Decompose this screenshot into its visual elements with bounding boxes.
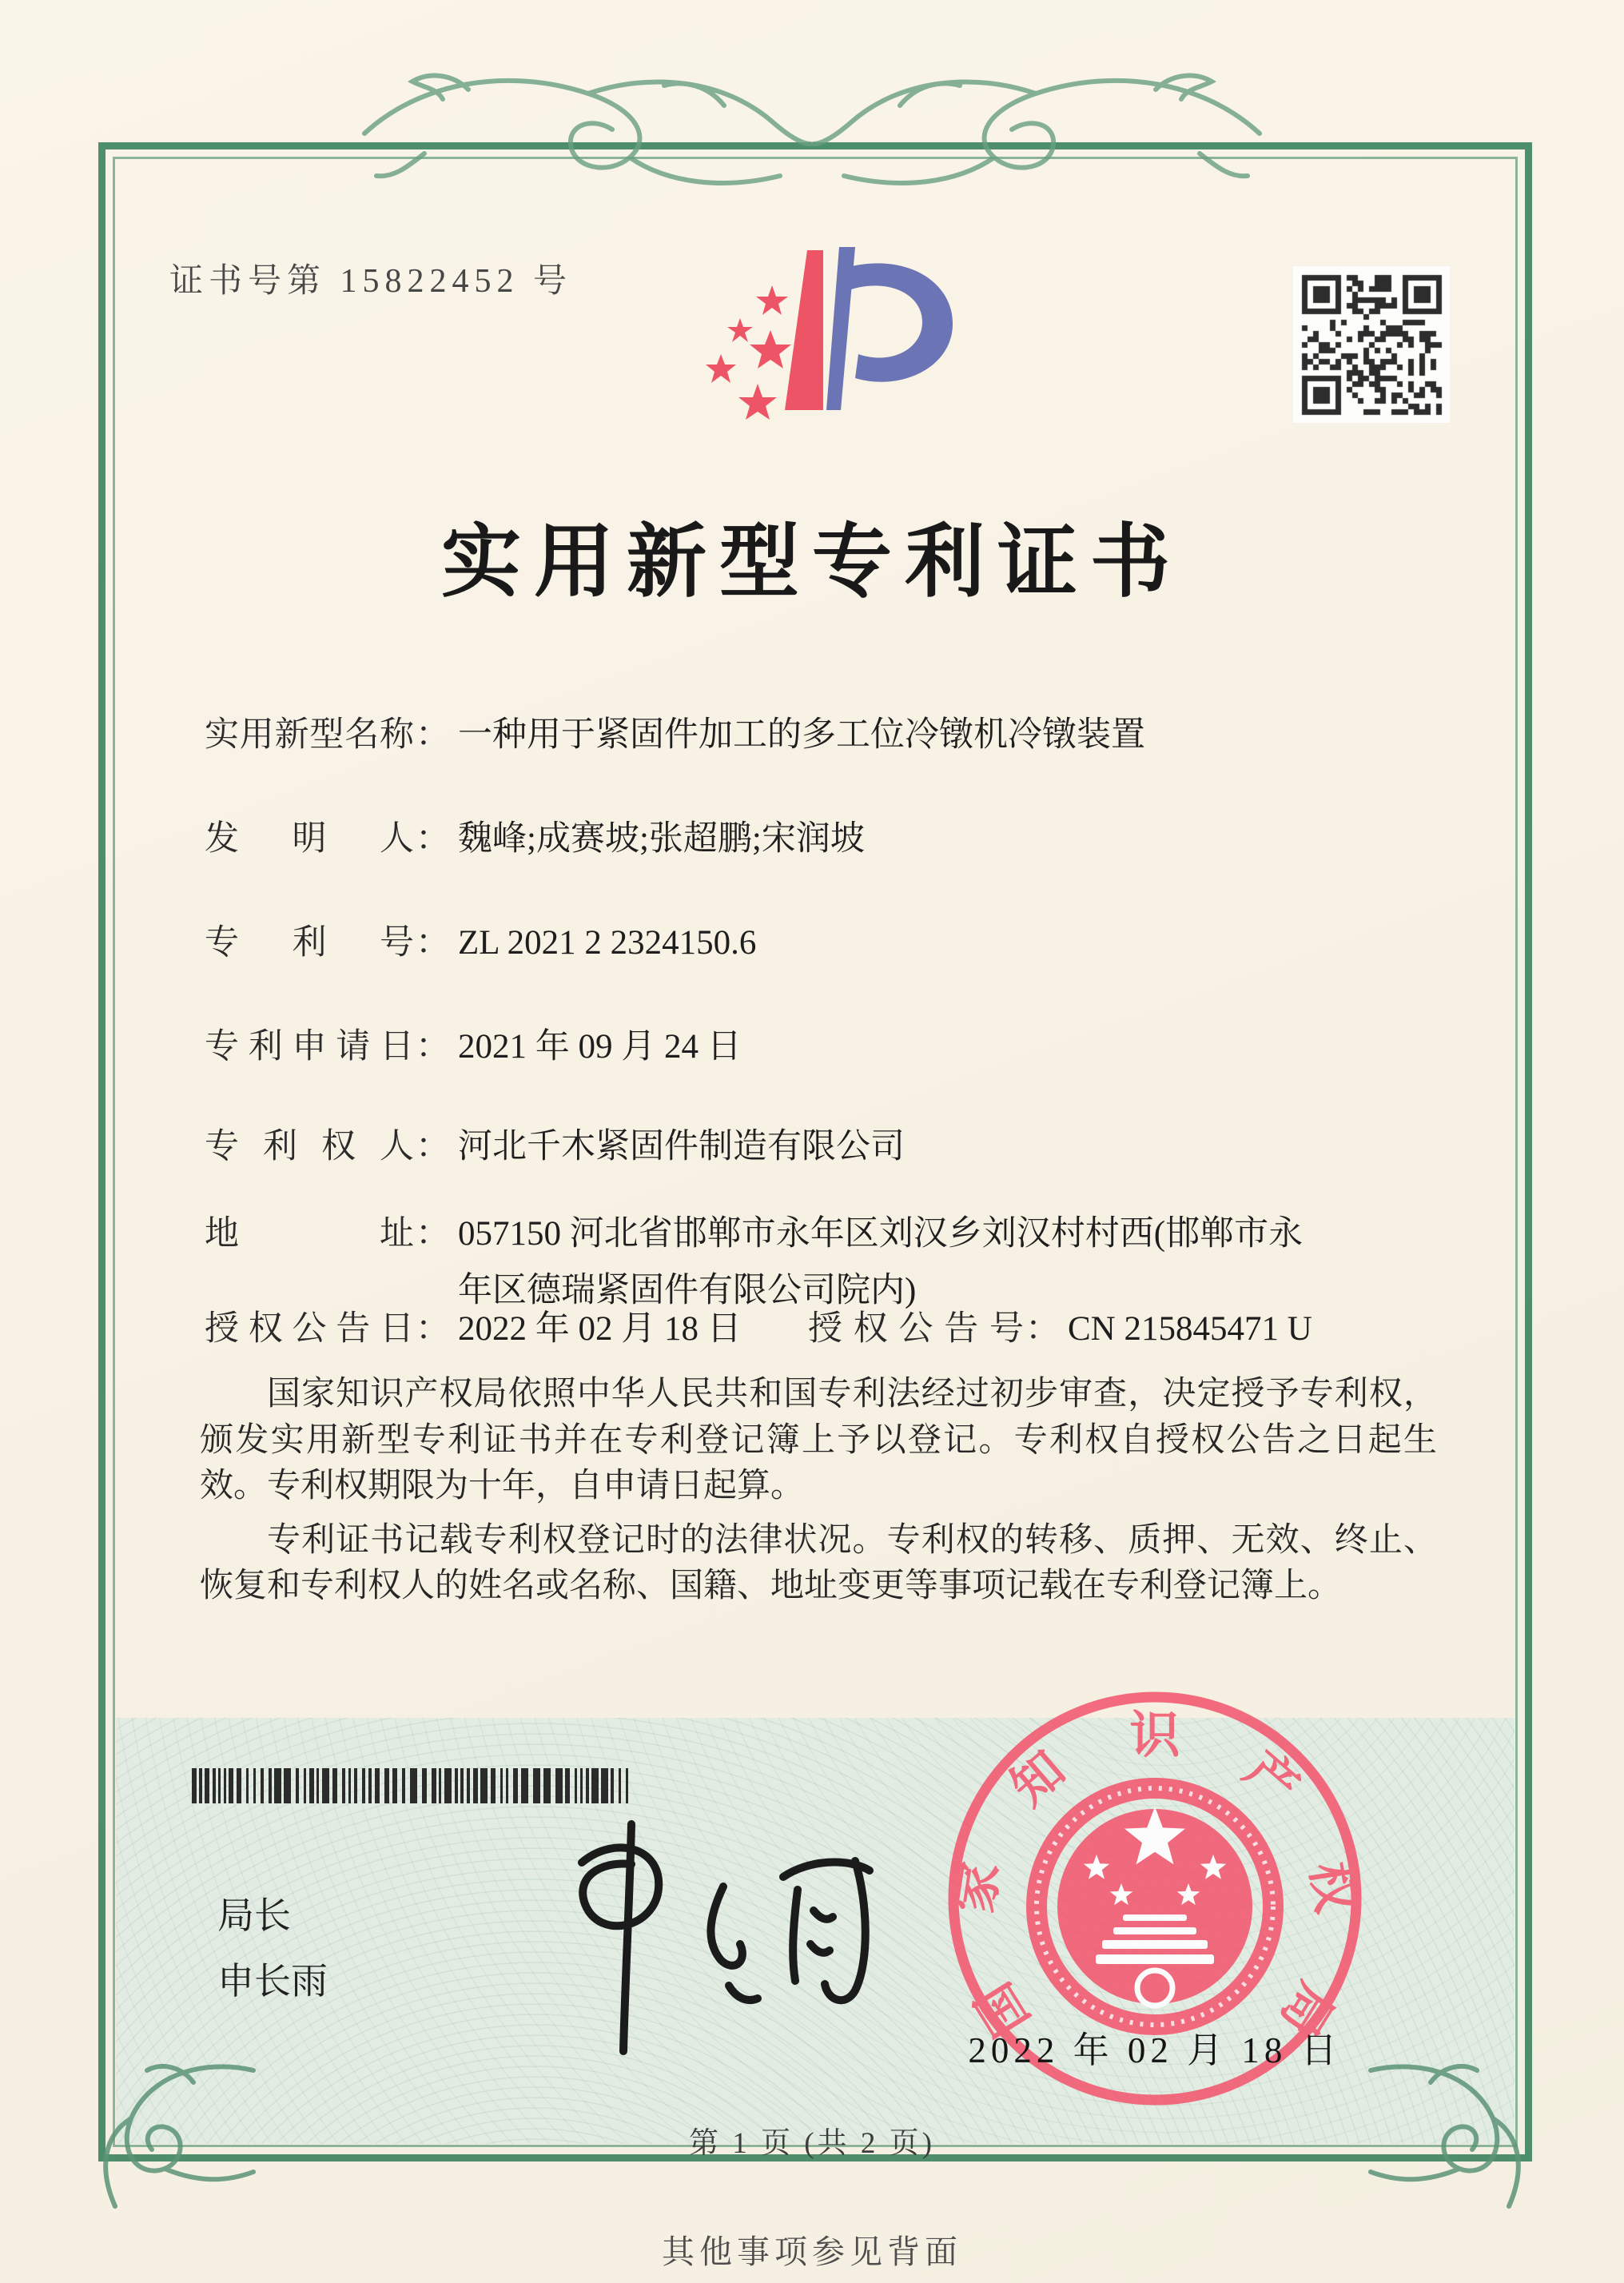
barcode-stripe bbox=[296, 1768, 299, 1803]
barcode-stripe bbox=[261, 1768, 264, 1803]
barcode-stripe bbox=[192, 1768, 197, 1803]
field-colon: ： bbox=[416, 1128, 450, 1165]
barcode-stripe bbox=[253, 1768, 256, 1803]
field-label: 实用新型名称 bbox=[205, 716, 414, 754]
field-value: ZL 2021 2 2324150.6 bbox=[458, 924, 757, 962]
barcode-stripe bbox=[316, 1768, 319, 1803]
field-patent-number bbox=[205, 915, 756, 964]
barcode-stripe bbox=[410, 1768, 417, 1803]
barcode-stripe bbox=[384, 1768, 389, 1803]
field-colon: ： bbox=[416, 1215, 450, 1253]
field-value: 河北千木紧固件制造有限公司 bbox=[458, 1128, 905, 1165]
barcode-stripe bbox=[322, 1768, 329, 1803]
barcode-stripe bbox=[439, 1768, 441, 1803]
barcode-stripe bbox=[284, 1768, 291, 1803]
barcode-stripe bbox=[342, 1768, 345, 1803]
legal-paragraph-2: 专利证书记载专利权登记时的法律状况。专利权的转移、质押、无效、终止、恢复和专利权人的姓名或名称、国籍、地址变更等事项记载在专利登记簿上。 bbox=[200, 1521, 1437, 1605]
barcode-stripe bbox=[626, 1768, 628, 1803]
legal-paragraph-1: 国家知识产权局依照中华人民共和国专利法经过初步审查，决定授予专利权，颁发实用新型专利证书并在专利登记簿上予以登记。专利权自授权公告之日起生效。专利权期限为十年，自申请日起算。 bbox=[200, 1376, 1437, 1505]
legal-text bbox=[200, 1372, 1437, 1618]
barcode-stripe bbox=[229, 1768, 233, 1803]
barcode-stripe bbox=[362, 1768, 365, 1803]
barcode-stripe bbox=[543, 1768, 551, 1803]
barcode-stripe bbox=[246, 1768, 249, 1803]
barcode-stripe bbox=[513, 1768, 518, 1803]
grant-date-label: 授权公告日 bbox=[205, 1310, 414, 1348]
barcode-stripe bbox=[392, 1768, 397, 1803]
barcode-stripe bbox=[224, 1768, 226, 1803]
page-number: 第 1 页 (共 2 页) bbox=[689, 2127, 935, 2160]
back-side-note: 其他事项参见背面 bbox=[662, 2233, 962, 2270]
barcode-stripe bbox=[580, 1768, 583, 1803]
barcode-stripe bbox=[354, 1768, 357, 1803]
grant-date-value: 2022 年 02 月 18 日 bbox=[458, 1310, 742, 1348]
barcode-stripe bbox=[586, 1768, 589, 1803]
seal-text-char: 知 bbox=[1001, 1741, 1076, 1817]
grant-number-label: 授权公告号 bbox=[808, 1310, 1024, 1348]
barcode-stripe bbox=[332, 1768, 337, 1803]
barcode-stripe bbox=[348, 1768, 351, 1803]
seal-text-char: 家 bbox=[946, 1858, 1009, 1917]
barcode-stripe bbox=[237, 1768, 241, 1803]
director-title-label: 局长 bbox=[217, 1895, 291, 1936]
field-label: 地址 bbox=[205, 1215, 414, 1253]
barcode-stripe bbox=[473, 1768, 478, 1803]
barcode-stripe bbox=[601, 1768, 608, 1803]
barcode-stripe bbox=[199, 1768, 202, 1803]
seal-text-char: 局 bbox=[1269, 1973, 1344, 2046]
barcode-stripe bbox=[274, 1768, 281, 1803]
field-filing-date bbox=[205, 1019, 742, 1068]
barcode-stripe bbox=[467, 1768, 470, 1803]
cnipa-logo-icon bbox=[689, 236, 965, 464]
field-patentee bbox=[205, 1119, 905, 1168]
field-colon: ： bbox=[416, 716, 450, 754]
barcode-stripe bbox=[213, 1768, 216, 1803]
barcode bbox=[192, 1768, 631, 1803]
grant-number-value: CN 215845471 U bbox=[1068, 1310, 1312, 1348]
qr-code bbox=[1293, 266, 1450, 423]
barcode-stripe bbox=[619, 1768, 621, 1803]
seal-text-char: 国 bbox=[965, 1973, 1041, 2046]
director-name: 申长雨 bbox=[217, 1960, 328, 2002]
field-colon: ： bbox=[416, 1028, 450, 1066]
field-label: 专利申请日 bbox=[205, 1028, 414, 1066]
field-inventors bbox=[205, 811, 865, 860]
field-value: 魏峰;成赛坡;张超鹏;宋润坡 bbox=[458, 820, 865, 858]
seal-text-char: 识 bbox=[1129, 1707, 1180, 1763]
barcode-stripe bbox=[422, 1768, 427, 1803]
barcode-stripe bbox=[460, 1768, 464, 1803]
barcode-stripe bbox=[444, 1768, 452, 1803]
field-value: 一种用于紧固件加工的多工位冷镦机冷镦装置 bbox=[458, 716, 1145, 754]
barcode-stripe bbox=[205, 1768, 209, 1803]
barcode-stripe bbox=[575, 1768, 577, 1803]
seal-text-char: 产 bbox=[1234, 1741, 1309, 1817]
field-colon: ： bbox=[416, 820, 450, 858]
director-signature bbox=[480, 1813, 895, 2069]
field-colon: ： bbox=[416, 924, 450, 962]
field-grant-row bbox=[205, 1301, 1443, 1350]
seal-text-char: 权 bbox=[1300, 1858, 1363, 1917]
field-value: 2021 年 09 月 24 日 bbox=[458, 1028, 742, 1066]
barcode-stripe bbox=[269, 1768, 272, 1803]
barcode-stripe bbox=[309, 1768, 314, 1803]
certificate-number: 证书号第 15822452 号 bbox=[169, 263, 573, 300]
field-utility-model-name bbox=[205, 707, 1145, 756]
barcode-stripe bbox=[521, 1768, 528, 1803]
barcode-stripe bbox=[432, 1768, 436, 1803]
field-label: 专利权人 bbox=[205, 1128, 414, 1165]
field-colon: ： bbox=[416, 1310, 450, 1348]
field-label: 发明人 bbox=[205, 820, 414, 858]
barcode-stripe bbox=[565, 1768, 570, 1803]
barcode-stripe bbox=[304, 1768, 306, 1803]
barcode-stripe bbox=[500, 1768, 503, 1803]
barcode-stripe bbox=[402, 1768, 405, 1803]
field-label: 专利号 bbox=[205, 924, 414, 962]
barcode-stripe bbox=[533, 1768, 540, 1803]
barcode-stripe bbox=[506, 1768, 508, 1803]
barcode-stripe bbox=[455, 1768, 458, 1803]
barcode-stripe bbox=[555, 1768, 563, 1803]
barcode-stripe bbox=[218, 1768, 221, 1803]
seal-date: 2022 年 02 月 18 日 bbox=[968, 2030, 1342, 2070]
dragon-ornament-icon bbox=[348, 58, 1276, 197]
certificate-title: 实用新型专利证书 bbox=[441, 518, 1183, 607]
field-grant-number bbox=[808, 1301, 1312, 1350]
barcode-stripe bbox=[591, 1768, 599, 1803]
barcode-stripe bbox=[491, 1768, 496, 1803]
field-colon: ： bbox=[1025, 1310, 1060, 1348]
barcode-stripe bbox=[480, 1768, 488, 1803]
barcode-stripe bbox=[375, 1768, 380, 1803]
field-value: 057150 河北省邯郸市永年区刘汉乡刘汉村村西(邯郸市永年区德瑞紧固件有限公司院内) bbox=[458, 1215, 1304, 1310]
barcode-stripe bbox=[368, 1768, 372, 1803]
barcode-stripe bbox=[611, 1768, 614, 1803]
